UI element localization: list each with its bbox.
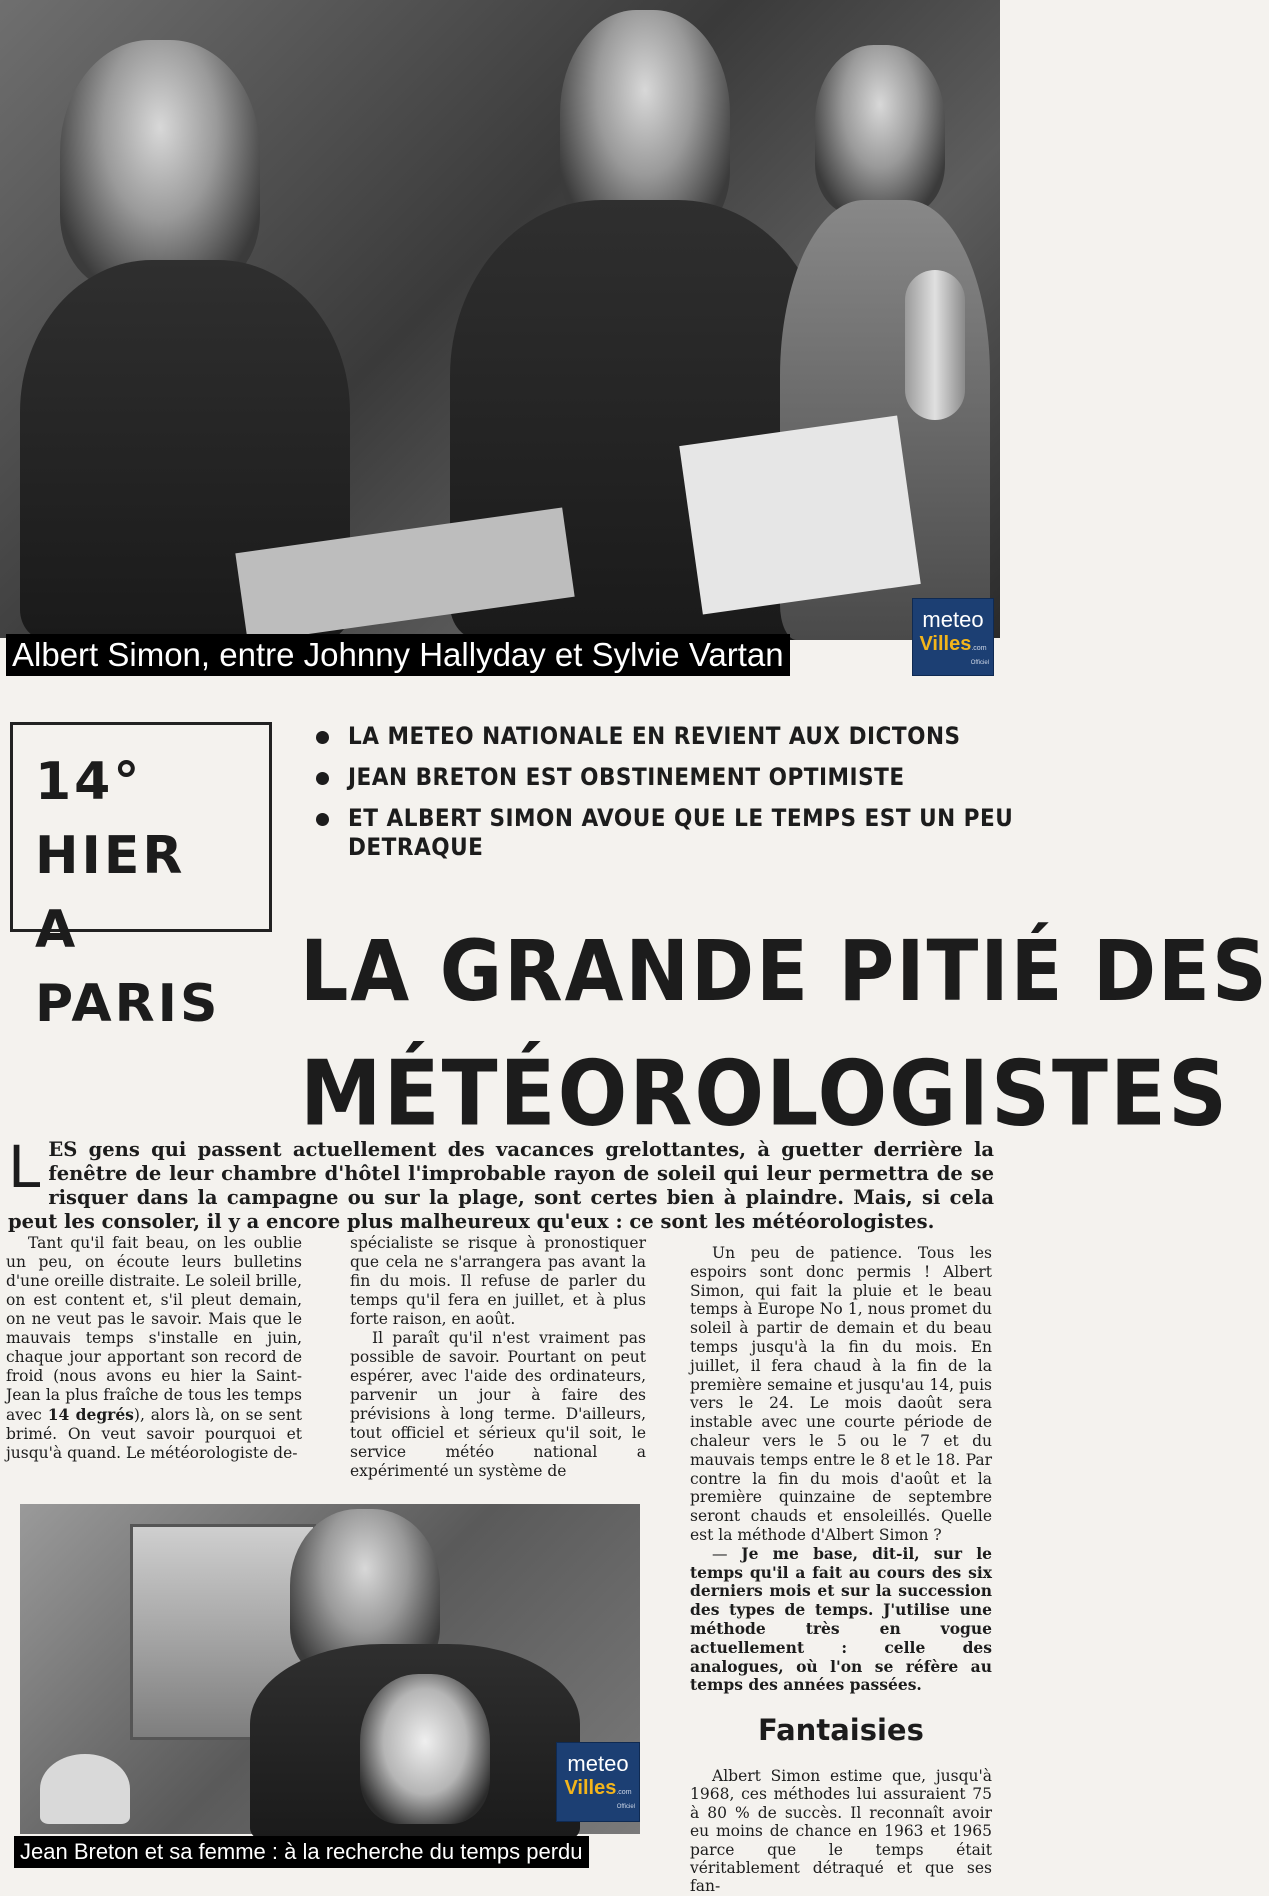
logo-suffix: .com (616, 1789, 632, 1796)
top-photo-caption: Albert Simon, entre Johnny Hallyday et Sylvie Vartan (6, 634, 790, 676)
meteovilles-logo-top: meteo Villes.com Officiel (912, 598, 994, 676)
column-1 (6, 1234, 302, 1463)
photo-figure-left (60, 40, 260, 290)
bottom-photo (20, 1504, 640, 1834)
column-2-paragraph-1: spécialiste se risque à pronostiquer que cela ne s'arrangera pas avant la fin du mois. Il refuse de parler du temps qu'il fera en juillet, et à plus forte raison, en août. (350, 1234, 646, 1328)
lede-text: ES gens qui passent actuellement des vacances grelottantes, à guetter derrière la fenêtre de leur chambre d'hôtel l'improbable rayon de soleil qui leur permettra de se risquer dans la campagne ou sur la plage, sont certes bien à plaindre. Mais, si cela peut les consoler, il y a encore plus malheureux qu'eux : ce sont les météorologistes. (8, 1138, 994, 1233)
column-3-dash: — (712, 1544, 742, 1563)
drop-cap: L (8, 1133, 41, 1201)
temperature-box (10, 722, 272, 1034)
column-2 (350, 1234, 646, 1481)
headline-line2: MÉTÉOROLOGISTES (300, 1042, 1230, 1147)
column-1-paragraph (6, 1234, 302, 1463)
column-3-paragraph-2 (690, 1545, 992, 1695)
temperature-box-line2: A PARIS (35, 900, 221, 1034)
temperature-box-line1: 14° HIER (35, 752, 186, 886)
column-1-text-a: Tant qu'il fait beau, on les oublie un peu, on écoute leurs bulletins d'une oreille distraite. Le soleil brille, on est content et, s'il pleut demain, on ne veut pas le savoir. Mais que le mauvais temps s'installe en juin, chaque jour apportant son record de froid (nous avons eu hier la Saint-Jean la plus fraîche de tous les temps avec (6, 1234, 303, 1424)
summary-bullets (312, 722, 1014, 862)
lede-paragraph (8, 1133, 994, 1234)
column-3-continued (690, 1767, 992, 1896)
bullet-item: JEAN BRETON EST OBSTINEMENT OPTIMISTE (312, 763, 1002, 792)
column-3 (690, 1244, 992, 1695)
bullet-item-continuation: DETRAQUE (348, 833, 484, 861)
bottom-photo-caption: Jean Breton et sa femme : à la recherche du temps perdu (14, 1836, 589, 1868)
top-photo (0, 0, 1000, 638)
logo-villes: Villes (564, 1777, 617, 1799)
column-1-text-b: ), alors là, on se sent brimé. On veut savoir pourquoi et jusqu'à quand. Le météorologiste de- (6, 1406, 302, 1462)
column-1-bold: 14 degrés (47, 1405, 134, 1424)
microphone-icon (905, 270, 965, 420)
headline (300, 910, 1269, 1156)
photo-figure-woman (360, 1674, 490, 1824)
subhead-fantaisies: Fantaisies (758, 1713, 924, 1747)
photo-figure-right (815, 45, 945, 215)
bullet-item (312, 804, 1014, 862)
photo-lamp (40, 1754, 130, 1824)
column-2-paragraph-2: Il paraît qu'il n'est vraiment pas possible de savoir. Pourtant on peut espérer, avec l'aide des ordinateurs, parvenir un jour à faire des prévisions à long terme. D'ailleurs, tout officiel et sérieux qu'il soit, le service météo national a expérimenté un système de (350, 1329, 646, 1480)
bullet-item-text: ET ALBERT SIMON AVOUE QUE LE TEMPS EST UN PEU (348, 804, 1014, 832)
logo-suffix: .com (971, 645, 987, 652)
logo-villes: Villes (919, 633, 972, 655)
headline-line1: LA GRANDE PITIÉ DES (300, 922, 1269, 1020)
column-3-paragraph-1: Un peu de patience. Tous les espoirs sont donc permis ! Albert Simon, qui fait la pluie et le beau temps à Europe No 1, nous promet du soleil à partir de demain et du beau temps jusqu'à la fin du mois. En juillet, il fera chaud à la fin de la première semaine et jusqu'au 14, puis vers le 24. Le mois daoût sera instable avec une courte période de chaleur vers le 5 ou le 7 et du mauvais temps entre le 8 et le 18. Par contre la fin du mois d'août et la première quinzaine de septembre seront chauds et ensoleillés. Quelle est la méthode d'Albert Simon ? (690, 1244, 992, 1544)
photo-papers (679, 416, 921, 615)
bullet-item: LA METEO NATIONALE EN REVIENT AUX DICTONS (312, 722, 1002, 751)
column-3-paragraph-3: Albert Simon estime que, jusqu'à 1968, ces méthodes lui assuraient 75 à 80 % de succès. Il reconnaît avoir eu moins de chance en 1963 et 1965 parce que le temps était véritablement détraqué et que ses fan- (690, 1767, 992, 1896)
meteovilles-logo-bottom: meteo Villes.com Officiel (556, 1742, 640, 1822)
column-3-quote: Je me base, dit-il, sur le temps qu'il a fait au cours des six derniers mois et sur la succession des types de temps. J'utilise une méthode très en vogue actuellement : celle des analogues, où l'on se réfère au temps des années passées. (690, 1543, 992, 1695)
